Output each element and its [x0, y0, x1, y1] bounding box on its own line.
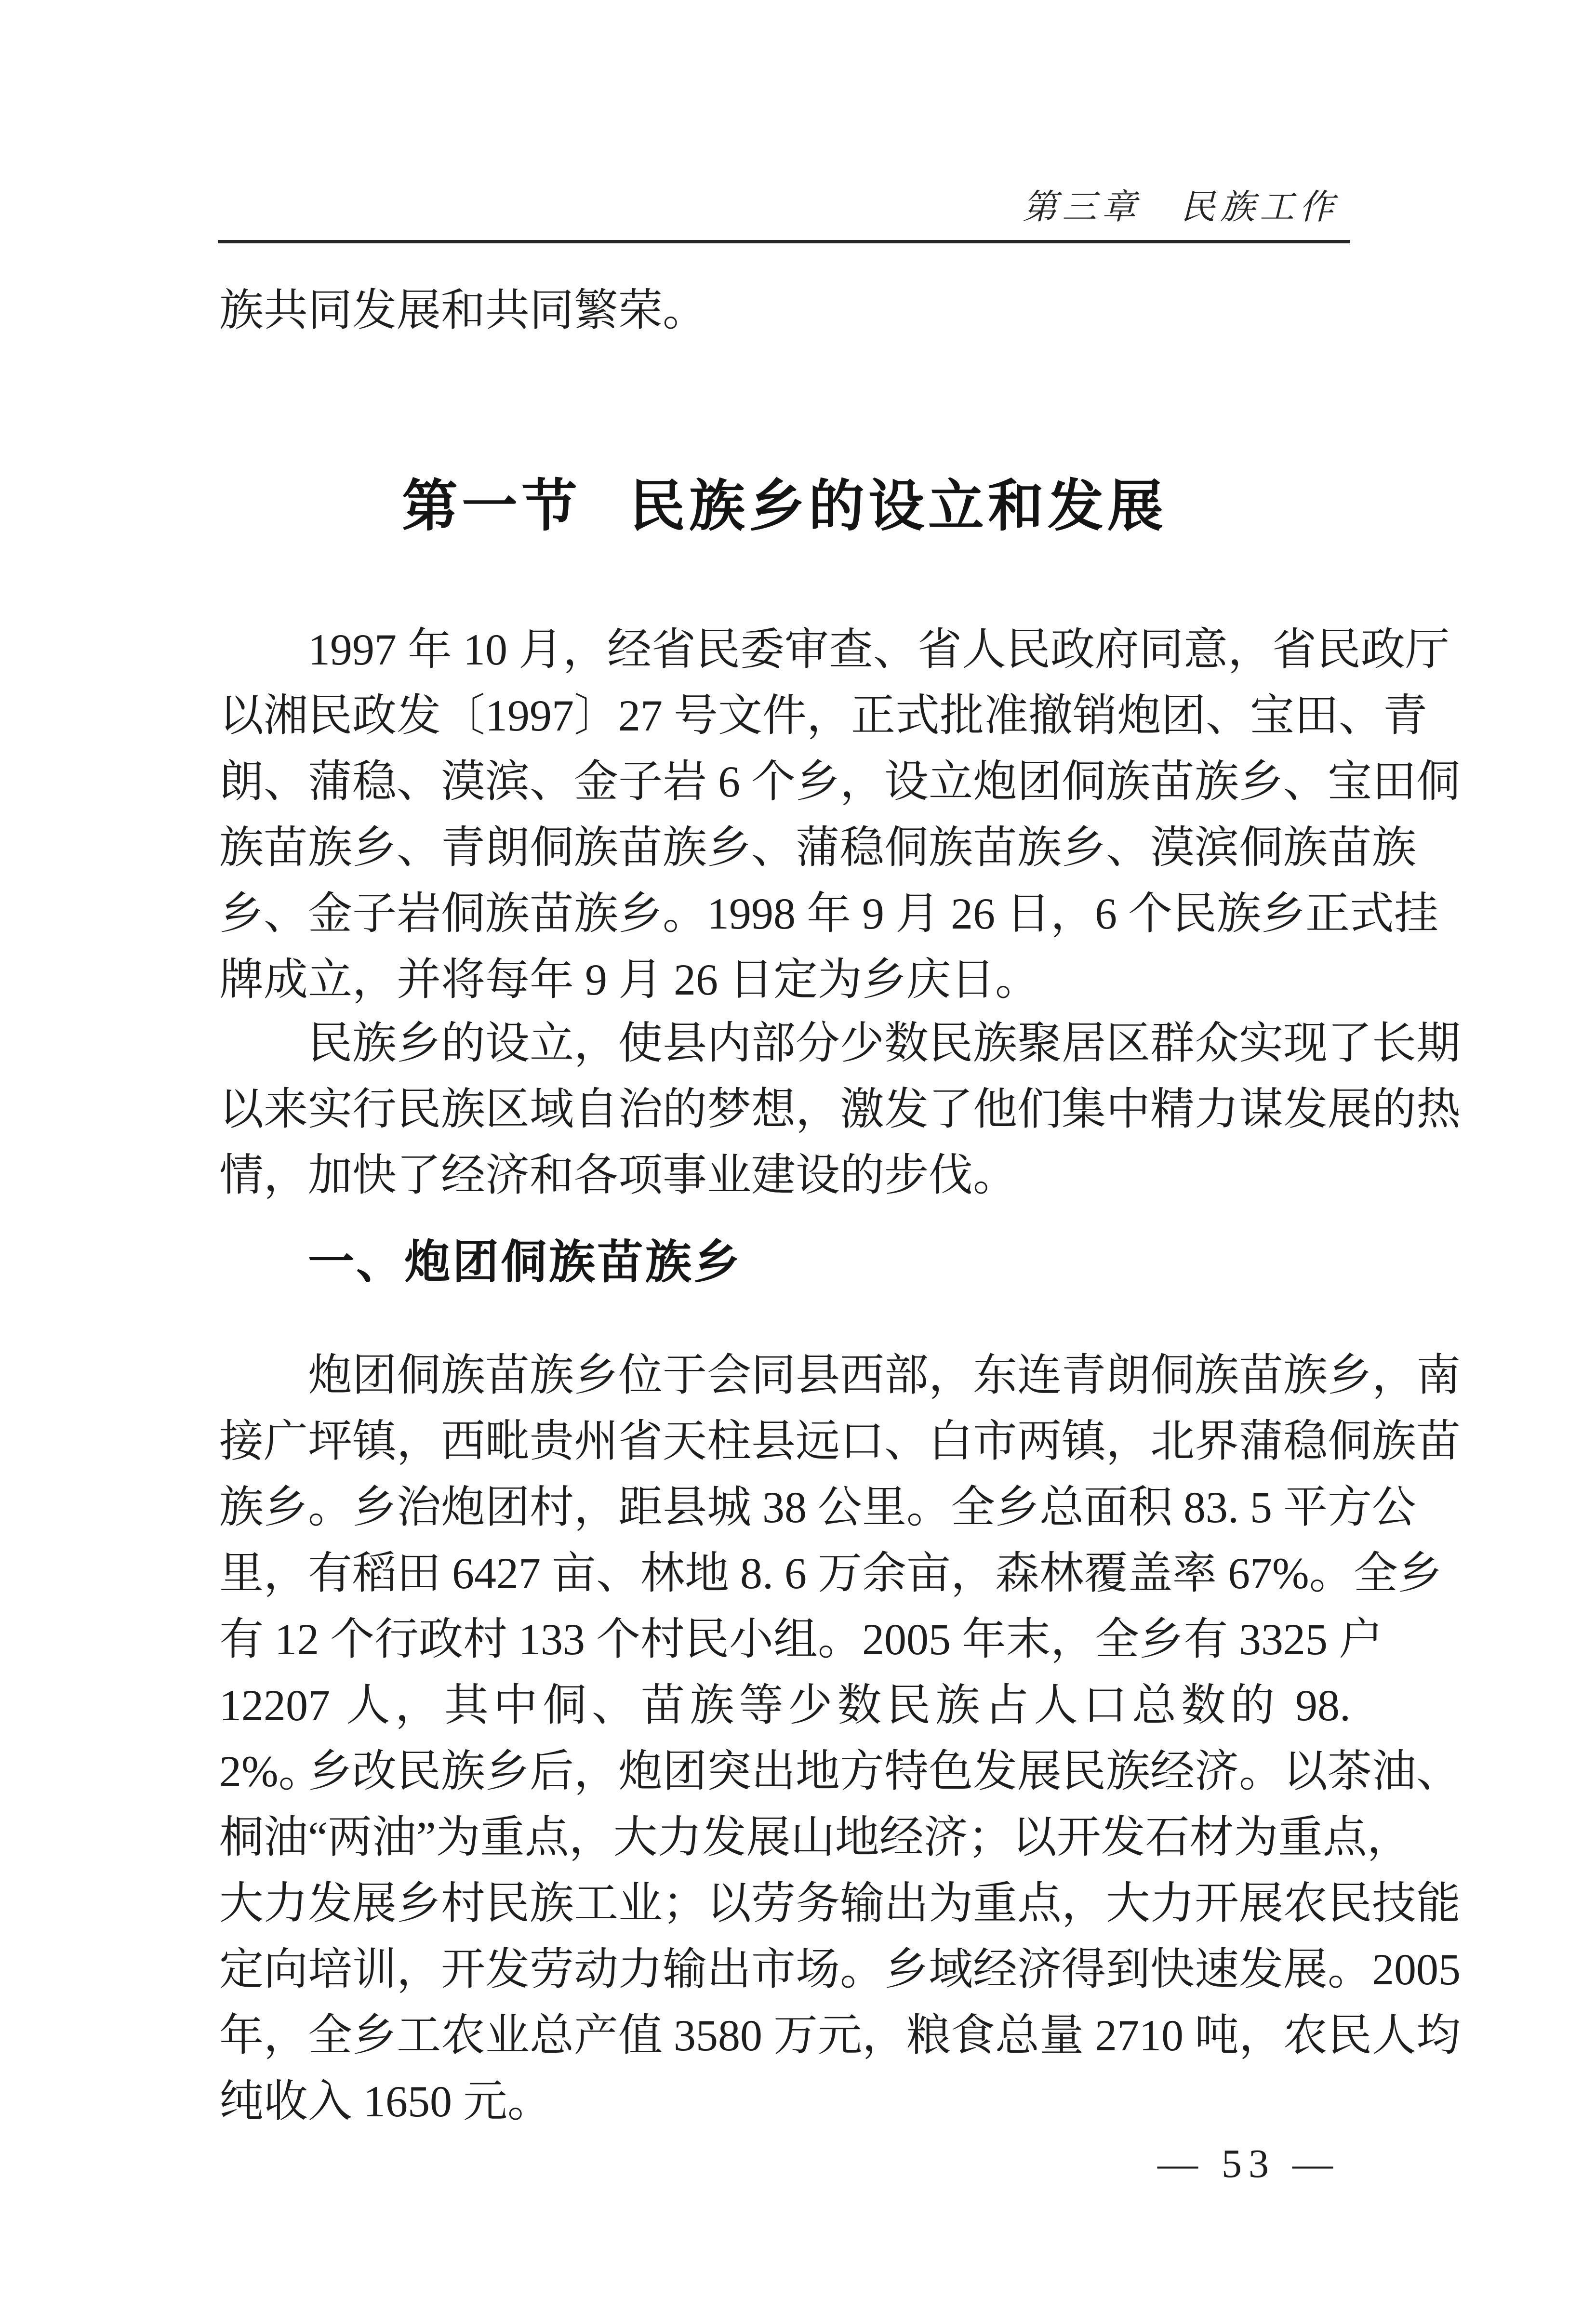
paragraph-line: 乡、金子岩侗族苗族乡。1998 年 9 月 26 日，6 个民族乡正式挂 — [219, 889, 1439, 938]
paragraph-line: 乡改民族乡后，炮团突出地方特色发展民族经济。以茶油、 — [308, 1747, 1461, 1796]
paragraph-line: 族乡。乡治炮团村，距县城 38 公里。全乡总面积 83. 5 平方公 — [219, 1483, 1417, 1532]
paragraph-line: 炮团侗族苗族乡位于会同县西部，东连青朗侗族苗族乡，南 — [308, 1351, 1461, 1400]
paragraph-line: 桐油“两油”为重点，大力发展山地经济；以开发石材为重点， — [219, 1813, 1411, 1862]
section-title-text: 民族乡的设立和发展 — [629, 475, 1167, 537]
paragraph-line: 族苗族乡、青朗侗族苗族乡、蒲稳侗族苗族乡、漠滨侗族苗族 — [219, 823, 1417, 872]
paragraph-line: 接广坪镇，西毗贵州省天柱县远口、白市两镇，北界蒲稳侗族苗 — [219, 1417, 1461, 1466]
paragraph-line: 12207 人，其中侗、苗族等少数民族占人口总数的 98. 2%。 — [219, 1681, 1351, 1796]
running-head-chapter: 第三章 民族工作 — [1022, 188, 1339, 226]
carryover-paragraph — [219, 278, 1351, 344]
paragraph-4 — [219, 1739, 1461, 2135]
paragraph-line: 以来实行民族区域自治的梦想，激发了他们集中精力谋发展的热 — [219, 1085, 1461, 1134]
section-title — [0, 470, 1569, 542]
paragraph-line: 有 12 个行政村 133 个村民小组。2005 年末，全乡有 3325 户 — [219, 1615, 1383, 1664]
paragraph-2 — [219, 1010, 1461, 1208]
subsection-heading: 一、炮团侗族苗族乡 — [308, 1236, 742, 1288]
paragraph-1 — [219, 617, 1461, 1013]
paragraph-line: 定向培训，开发劳动力输出市场。乡域经济得到快速发展。2005 — [219, 1945, 1461, 1994]
paragraph-line: 年，全乡工农业总产值 3580 万元，粮食总量 2710 吨，农民人均 — [219, 2011, 1461, 2060]
paragraph-line: 牌成立，并将每年 9 月 26 日定为乡庆日。 — [219, 955, 1040, 1004]
carryover-line: 族共同发展和共同繁荣。 — [219, 286, 707, 335]
paragraph-line: 纯收入 1650 元。 — [219, 2077, 552, 2126]
paragraph-line: 大力发展乡村民族工业；以劳务输出为重点，大力开展农民技能 — [219, 1879, 1461, 1928]
paragraph-line: 里，有稻田 6427 亩、林地 8. 6 万余亩，森林覆盖率 67%。全乡 — [219, 1549, 1442, 1598]
section-number: 第一节 — [402, 475, 581, 537]
paragraph-line: 朗、蒲稳、漠滨、金子岩 6 个乡，设立炮团侗族苗族乡、宝田侗 — [219, 757, 1461, 806]
paragraph-line: 1997 年 10 月，经省民委审查、省人民政府同意，省民政厅 — [308, 625, 1450, 674]
paragraph-line: 情，加快了经济和各项事业建设的步伐。 — [219, 1151, 1018, 1200]
header-rule — [218, 240, 1350, 243]
paragraph-line: 以湘民政发〔1997〕27 号文件，正式批准撤销炮团、宝田、青 — [219, 691, 1428, 740]
paragraph-line: 民族乡的设立，使县内部分少数民族聚居区群众实现了长期 — [308, 1019, 1461, 1068]
page-number: — 53 — — [1157, 2141, 1340, 2186]
